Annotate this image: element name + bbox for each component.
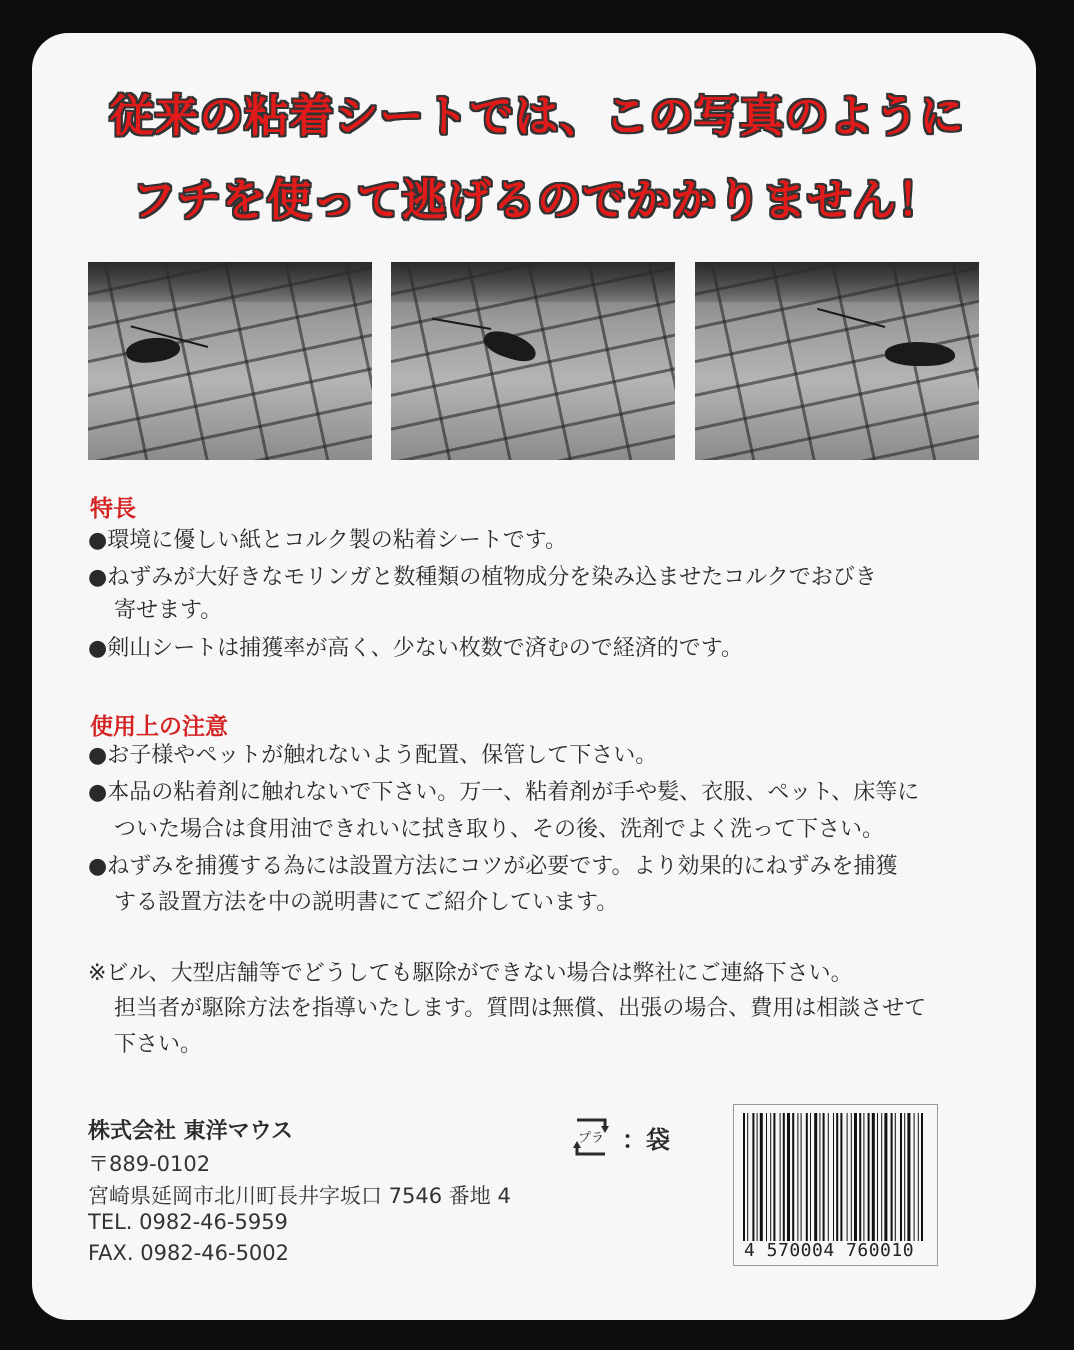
barcode-bar [868, 1113, 870, 1241]
barcode-bar [840, 1113, 842, 1241]
barcode-bar [872, 1113, 875, 1241]
barcode-bar [780, 1113, 781, 1241]
barcode-bar [877, 1113, 878, 1241]
barcode-bar [792, 1113, 794, 1241]
barcode-bar [770, 1113, 771, 1241]
barcode-bar [743, 1113, 745, 1241]
barcode-bar [907, 1113, 910, 1241]
feature-item-1: ●環境に優しい紙とコルク製の粘着シートです。 [88, 528, 567, 553]
feature-item-3: ●剣山シートは捕獲率が高く、少ない枚数で済むので経済的です。 [88, 636, 743, 661]
company-address: 宮崎県延岡市北川町長井字坂口 7546 番地 4 [88, 1184, 511, 1208]
feature-item-2: ●ねずみが大好きなモリンガと数種類の植物成分を染み込ませたコルクでおびき [88, 565, 877, 590]
barcode-bar [752, 1113, 754, 1241]
caution-item-1: ●お子様やペットが触れないよう配置、保管して下さい。 [88, 743, 658, 768]
barcode-bar [836, 1113, 838, 1241]
barcode-bar [914, 1113, 915, 1241]
barcode-bar [801, 1113, 802, 1241]
barcode-bar [797, 1113, 798, 1241]
barcode-bar [891, 1113, 893, 1241]
barcode-bar [814, 1113, 817, 1241]
barcode-bar [823, 1113, 825, 1241]
barcode-bar [766, 1113, 767, 1241]
caution-item-3: ●ねずみを捕獲する為には設置方法にコツが必要です。より効果的にねずみを捕獲 [88, 854, 898, 879]
barcode-bar [854, 1113, 857, 1241]
company-name: 株式会社 東洋マウス [88, 1119, 293, 1144]
barcode-bar [773, 1113, 775, 1241]
barcode-bar [904, 1113, 905, 1241]
note-line-1: ※ビル、大型店舗等でどうしても駆除ができない場合は弊社にご連絡下さい。 [88, 961, 853, 986]
barcode-bar [787, 1113, 790, 1241]
barcode-bar [881, 1113, 882, 1241]
caution-item-2-cont: ついた場合は食用油できれいに拭き取り、その後、洗剤でよく洗って下さい。 [114, 817, 885, 842]
cautions-title: 使用上の注意 [90, 714, 228, 740]
feature-item-2-cont: 寄せます。 [114, 598, 223, 623]
company-tel: TEL. 0982-46-5959 [88, 1210, 288, 1234]
barcode-bar [859, 1113, 861, 1241]
barcode-bar [810, 1113, 811, 1241]
barcode-bar [895, 1113, 896, 1241]
barcode-bar [747, 1113, 748, 1241]
barcode-bar [851, 1113, 852, 1241]
note-line-3: 下さい。 [114, 1032, 203, 1057]
barcode-digits: 4 570004 760010 [744, 1240, 915, 1261]
headline-line-1: 従来の粘着シートでは、この写真のように [109, 91, 965, 142]
features-title: 特長 [90, 496, 136, 522]
headline-line-2: フチを使って逃げるのでかかりません！ [132, 175, 942, 226]
barcode-bar [847, 1113, 848, 1241]
company-postal: 〒889-0102 [88, 1152, 211, 1176]
mouse-escape-photo-2 [391, 262, 675, 460]
barcode-bar [806, 1113, 808, 1241]
barcode-bar [900, 1113, 902, 1241]
barcode-bar [828, 1113, 829, 1241]
pla-mark-text: プラ [577, 1131, 605, 1146]
note-line-2: 担当者が駆除方法を指導いたします。質問は無償、出張の場合、費用は相談させて [114, 996, 927, 1021]
mouse-escape-photo-1 [88, 262, 372, 460]
recycle-label: ：袋 [622, 1126, 670, 1154]
barcode-bar [833, 1113, 834, 1241]
barcode-bar [757, 1113, 758, 1241]
barcode-bars [743, 1113, 926, 1241]
caution-item-3-cont: する設置方法を中の説明書にてご紹介しています。 [114, 890, 619, 915]
mouse-escape-photo-3 [695, 262, 979, 460]
barcode-bar [884, 1113, 887, 1241]
barcode-bar [921, 1113, 923, 1241]
barcode-bar [863, 1113, 864, 1241]
barcode-bar [819, 1113, 820, 1241]
barcode-bar [783, 1113, 785, 1241]
caution-item-2: ●本品の粘着剤に触れないで下さい。万一、粘着剤が手や髪、衣服、ペット、床等に [88, 780, 920, 805]
pla-recycle-icon [569, 1114, 613, 1160]
barcode-bar [760, 1113, 763, 1241]
company-fax: FAX. 0982-46-5002 [88, 1241, 290, 1265]
barcode-bar [918, 1113, 919, 1241]
